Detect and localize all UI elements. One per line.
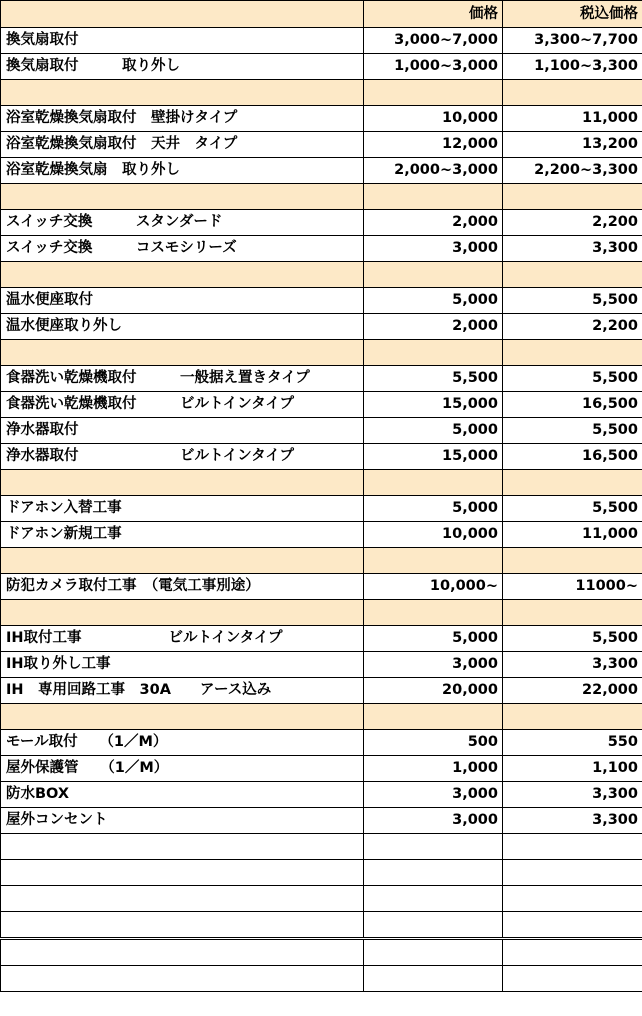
price-cell — [364, 834, 503, 860]
table-row — [1, 236, 642, 262]
price-tax-cell: 1,100~3,300 — [503, 54, 642, 80]
item-name-cell: ドアホン新規工事 — [1, 522, 364, 548]
price-cell: 3,000~7,000 — [364, 28, 503, 54]
item-name-cell: 屋外保護管 （1／M） — [1, 756, 364, 782]
price-cell — [364, 886, 503, 912]
item-name-cell — [1, 184, 364, 210]
price-cell: 5,000 — [364, 418, 503, 444]
section-separator-row — [1, 80, 642, 106]
price-tax-cell: 3,300~7,700 — [503, 28, 642, 54]
item-name-cell: 温水便座取付 — [1, 288, 364, 314]
price-cell: 3,000 — [364, 782, 503, 808]
table-row — [1, 54, 642, 80]
empty-row — [1, 860, 642, 886]
price-tax-cell: 13,200 — [503, 132, 642, 158]
price-tax-cell — [503, 548, 642, 574]
table-row — [1, 626, 642, 652]
item-name-cell — [1, 262, 364, 288]
price-cell: 10,000 — [364, 106, 503, 132]
price-cell — [364, 912, 503, 939]
item-name-cell: 換気扇取付 取り外し — [1, 54, 364, 80]
empty-row — [1, 912, 642, 939]
price-cell: 2,000 — [364, 210, 503, 236]
item-name-cell: スイッチ交換 スタンダード — [1, 210, 364, 236]
empty-row — [1, 966, 642, 992]
price-cell: 5,000 — [364, 288, 503, 314]
item-name-cell: モール取付 （1／M） — [1, 730, 364, 756]
table-row — [1, 678, 642, 704]
table-row — [1, 106, 642, 132]
table-row — [1, 366, 642, 392]
item-name-cell: 浴室乾燥換気扇取付 天井 タイプ — [1, 132, 364, 158]
price-tax-cell — [503, 262, 642, 288]
price-tax-cell: 11,000 — [503, 106, 642, 132]
price-cell — [364, 184, 503, 210]
table-row — [1, 808, 642, 834]
price-tax-cell — [503, 80, 642, 106]
price-tax-cell: 5,500 — [503, 418, 642, 444]
price-tax-cell — [503, 340, 642, 366]
section-separator-row — [1, 470, 642, 496]
price-cell — [364, 470, 503, 496]
item-name-cell: 浄水器取付 ビルトインタイプ — [1, 444, 364, 470]
table-row — [1, 314, 642, 340]
price-cell: 20,000 — [364, 678, 503, 704]
table-row — [1, 756, 642, 782]
price-table-body — [1, 1, 642, 992]
item-name-cell: 屋外コンセント — [1, 808, 364, 834]
price-cell — [364, 860, 503, 886]
item-name-cell — [1, 548, 364, 574]
price-tax-cell: 2,200 — [503, 210, 642, 236]
item-name-cell: スイッチ交換 コスモシリーズ — [1, 236, 364, 262]
price-cell: 2,000~3,000 — [364, 158, 503, 184]
price-cell — [364, 548, 503, 574]
price-tax-cell: 11,000 — [503, 522, 642, 548]
table-header-row — [1, 1, 642, 28]
price-cell — [364, 704, 503, 730]
price-cell — [364, 600, 503, 626]
item-name-cell — [1, 470, 364, 496]
item-name-cell: 温水便座取り外し — [1, 314, 364, 340]
item-name-cell: IH取付工事 ビルトインタイプ — [1, 626, 364, 652]
item-name-cell — [1, 704, 364, 730]
item-name-cell: IH取り外し工事 — [1, 652, 364, 678]
table-row — [1, 418, 642, 444]
price-tax-cell: 5,500 — [503, 496, 642, 522]
price-tax-cell — [503, 860, 642, 886]
price-cell: 3,000 — [364, 808, 503, 834]
item-name-cell: 防水BOX — [1, 782, 364, 808]
item-name-cell: 食器洗い乾燥機取付 ビルトインタイプ — [1, 392, 364, 418]
price-cell: 1,000 — [364, 756, 503, 782]
price-cell: 15,000 — [364, 392, 503, 418]
price-cell — [364, 966, 503, 992]
price-tax-cell — [503, 470, 642, 496]
price-tax-cell — [503, 886, 642, 912]
price-tax-cell: 3,300 — [503, 236, 642, 262]
header-price-tax-cell: 税込価格 — [503, 1, 642, 28]
price-cell: 5,500 — [364, 366, 503, 392]
table-row — [1, 730, 642, 756]
section-separator-row — [1, 600, 642, 626]
item-name-cell — [1, 600, 364, 626]
section-separator-row — [1, 340, 642, 366]
item-name-cell — [1, 340, 364, 366]
empty-row — [1, 939, 642, 966]
item-name-cell — [1, 966, 364, 992]
price-tax-cell: 5,500 — [503, 288, 642, 314]
table-row — [1, 392, 642, 418]
table-row — [1, 444, 642, 470]
table-row — [1, 288, 642, 314]
price-cell: 10,000~ — [364, 574, 503, 600]
price-tax-cell: 16,500 — [503, 444, 642, 470]
item-name-cell: 浴室乾燥換気扇取付 壁掛けタイプ — [1, 106, 364, 132]
price-tax-cell: 16,500 — [503, 392, 642, 418]
table-row — [1, 158, 642, 184]
item-name-cell: 換気扇取付 — [1, 28, 364, 54]
price-tax-cell — [503, 184, 642, 210]
price-cell: 3,000 — [364, 236, 503, 262]
price-tax-cell: 5,500 — [503, 366, 642, 392]
table-row — [1, 496, 642, 522]
price-tax-cell: 550 — [503, 730, 642, 756]
price-cell — [364, 80, 503, 106]
table-row — [1, 28, 642, 54]
section-separator-row — [1, 704, 642, 730]
item-name-cell: 食器洗い乾燥機取付 一般据え置きタイプ — [1, 366, 364, 392]
price-tax-cell — [503, 834, 642, 860]
table-row — [1, 132, 642, 158]
price-tax-cell: 2,200~3,300 — [503, 158, 642, 184]
price-cell — [364, 939, 503, 966]
price-tax-cell: 1,100 — [503, 756, 642, 782]
price-cell: 10,000 — [364, 522, 503, 548]
price-cell: 500 — [364, 730, 503, 756]
price-tax-cell: 2,200 — [503, 314, 642, 340]
price-tax-cell — [503, 704, 642, 730]
price-tax-cell — [503, 966, 642, 992]
item-name-cell — [1, 860, 364, 886]
item-name-cell: 浄水器取付 — [1, 418, 364, 444]
price-tax-cell: 3,300 — [503, 782, 642, 808]
item-name-cell: IH 専用回路工事 30A アース込み — [1, 678, 364, 704]
item-name-cell — [1, 80, 364, 106]
price-tax-cell: 3,300 — [503, 808, 642, 834]
header-price-cell: 価格 — [364, 1, 503, 28]
price-cell — [364, 340, 503, 366]
empty-row — [1, 834, 642, 860]
table-row — [1, 574, 642, 600]
header-item-cell — [1, 1, 364, 28]
price-tax-cell — [503, 600, 642, 626]
price-cell: 2,000 — [364, 314, 503, 340]
price-cell: 3,000 — [364, 652, 503, 678]
section-separator-row — [1, 262, 642, 288]
item-name-cell — [1, 939, 364, 966]
price-tax-cell — [503, 912, 642, 939]
price-cell: 15,000 — [364, 444, 503, 470]
item-name-cell: ドアホン入替工事 — [1, 496, 364, 522]
item-name-cell — [1, 912, 364, 939]
table-row — [1, 210, 642, 236]
price-tax-cell — [503, 939, 642, 966]
price-cell: 5,000 — [364, 496, 503, 522]
price-cell: 5,000 — [364, 626, 503, 652]
price-tax-cell: 22,000 — [503, 678, 642, 704]
empty-row — [1, 886, 642, 912]
table-row — [1, 522, 642, 548]
price-tax-cell: 11000~ — [503, 574, 642, 600]
section-separator-row — [1, 184, 642, 210]
table-row — [1, 782, 642, 808]
section-separator-row — [1, 548, 642, 574]
price-cell: 1,000~3,000 — [364, 54, 503, 80]
item-name-cell: 浴室乾燥換気扇 取り外し — [1, 158, 364, 184]
price-cell: 12,000 — [364, 132, 503, 158]
price-tax-cell: 3,300 — [503, 652, 642, 678]
item-name-cell — [1, 886, 364, 912]
price-tax-cell: 5,500 — [503, 626, 642, 652]
price-cell — [364, 262, 503, 288]
item-name-cell: 防犯カメラ取付工事 （電気工事別途） — [1, 574, 364, 600]
table-row — [1, 652, 642, 678]
item-name-cell — [1, 834, 364, 860]
